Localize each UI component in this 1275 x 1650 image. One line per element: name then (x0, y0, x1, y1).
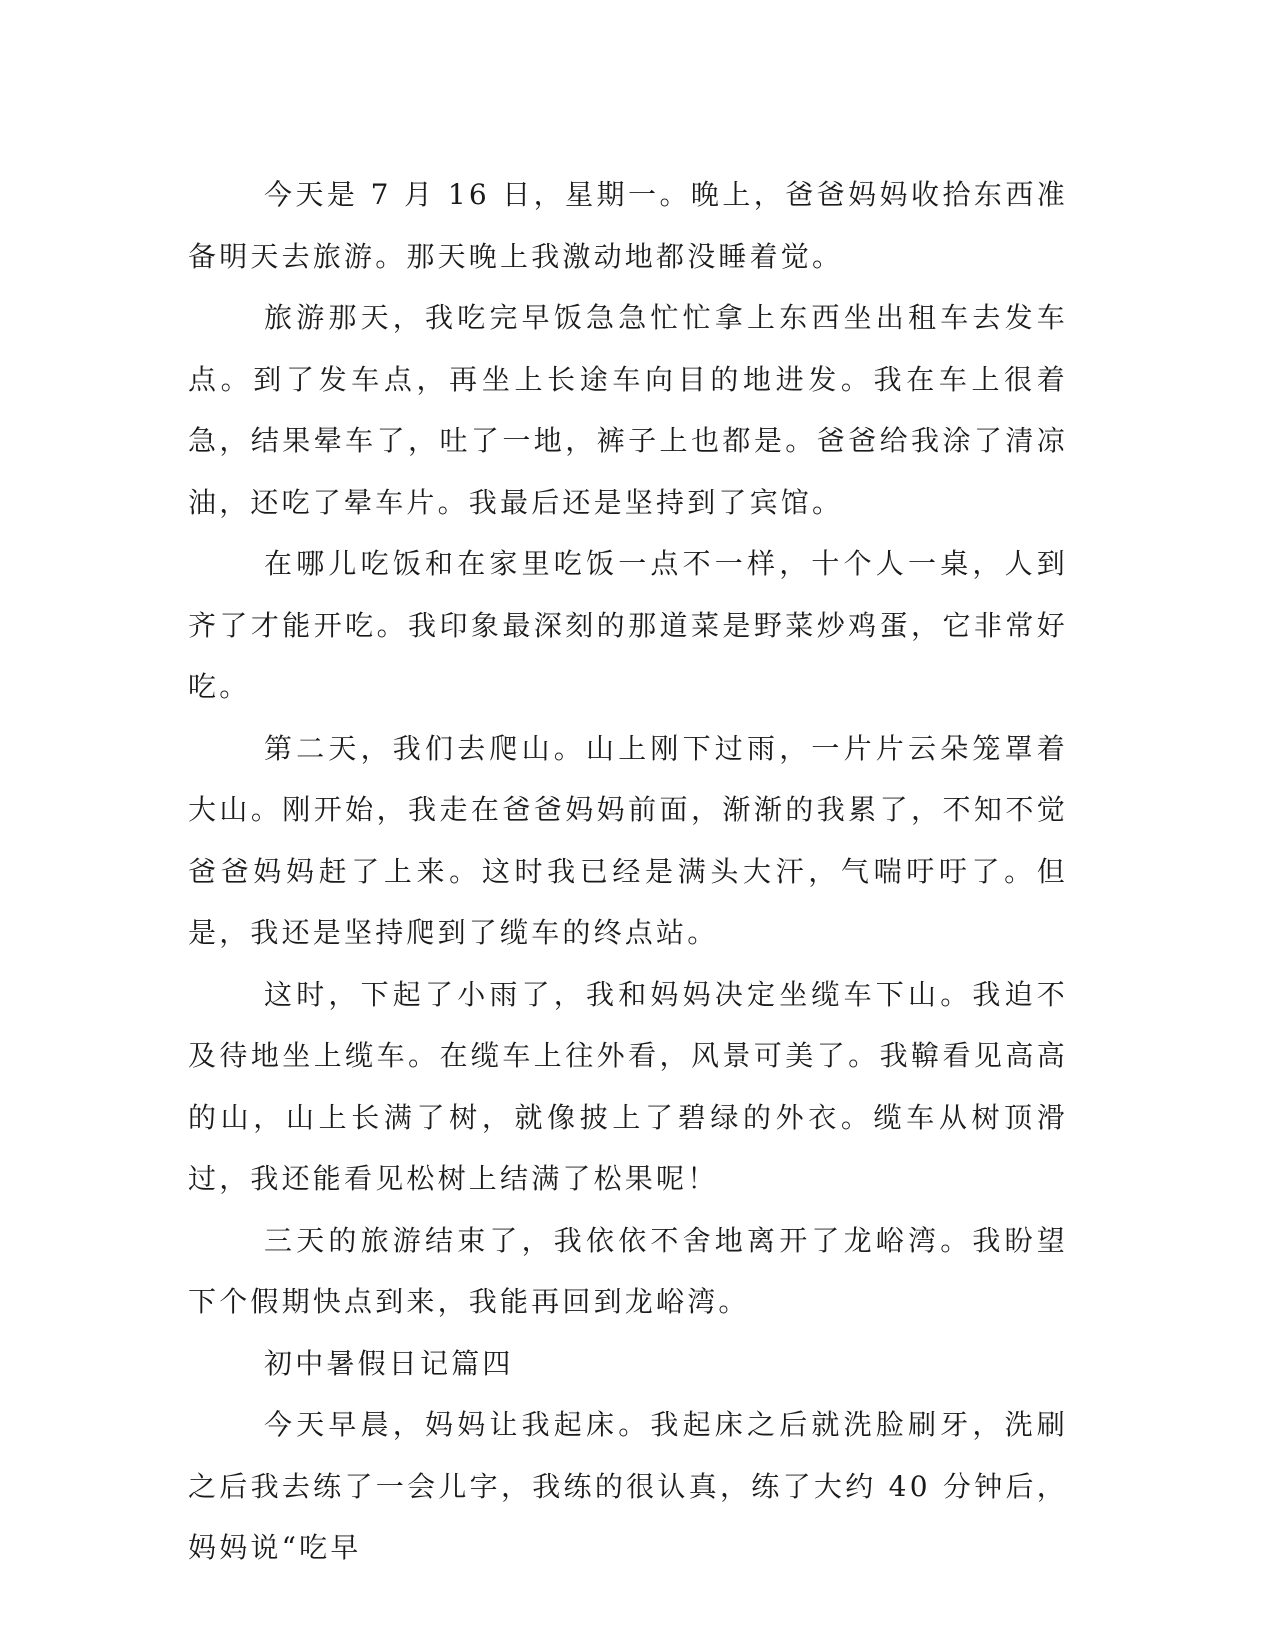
document-body (188, 164, 1068, 1579)
paragraph-7: 今天早晨，妈妈让我起床。我起床之后就洗脸刷牙，洗刷之后我去练了一会儿字，我练的很认真，练了大约 40 分钟后，妈妈说“吃早 (188, 1408, 1068, 1564)
paragraph-1: 今天是 7 月 16 日，星期一。晚上，爸爸妈妈收拾东西准备明天去旅游。那天晚上我激动地都没睡着觉。 (188, 178, 1068, 273)
paragraph-5: 这时，下起了小雨了，我和妈妈决定坐缆车下山。我迫不及待地坐上缆车。在缆车上往外看，风景可美了。我鞥看见高高的山，山上长满了树，就像披上了碧绿的外衣。缆车从树顶滑过，我还能看见松树上结满了松果呢！ (188, 977, 1068, 1195)
paragraph-3: 在哪儿吃饭和在家里吃饭一点不一样，十个人一桌，人到齐了才能开吃。我印象最深刻的那道菜是野菜炒鸡蛋，它非常好吃。 (188, 547, 1068, 703)
paragraph-4: 第二天，我们去爬山。山上刚下过雨，一片片云朵笼罩着大山。刚开始，我走在爸爸妈妈前面，渐渐的我累了，不知不觉爸爸妈妈赶了上来。这时我已经是满头大汗，气喘吁吁了。但是，我还是坚持爬到了缆车的终点站。 (188, 731, 1068, 949)
section-heading: 初中暑假日记篇四 (264, 1346, 514, 1380)
paragraph-2: 旅游那天，我吃完早饭急急忙忙拿上东西坐出租车去发车点。到了发车点，再坐上长途车向目的地进发。我在车上很着急，结果晕车了，吐了一地，裤子上也都是。爸爸给我涂了清凉油，还吃了晕车片。我最后还是坚持到了宾馆。 (188, 301, 1068, 519)
paragraph-6: 三天的旅游结束了，我依依不舍地离开了龙峪湾。我盼望下个假期快点到来，我能再回到龙峪湾。 (188, 1223, 1068, 1318)
